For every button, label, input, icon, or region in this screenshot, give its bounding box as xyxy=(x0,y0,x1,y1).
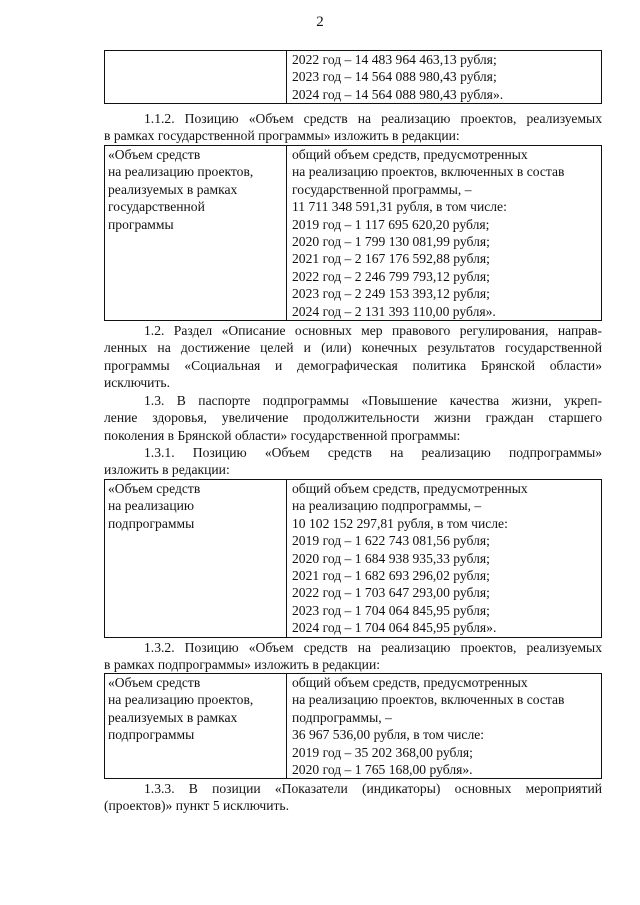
table-1-left-cell: «Объем средств на реализацию проектов, реализуемых в рамках государственной программы xyxy=(105,146,287,321)
paragraph-1-2: 1.2. Раздел «Описание основных мер правового регулирования, направ- ленных на достижение целей и (или) конечных результатов государственной программы «Социальная и демографическая политика Брянской области» исключить. xyxy=(104,323,602,391)
paragraph-1-3-3: 1.3.3. В позиции «Показатели (индикаторы) основных мероприятий (проектов)» пункт 5 исключить. xyxy=(104,781,602,814)
table-1-right-cell: общий объем средств, предусмотренных на реализацию проектов, включенных в состав государственной программы, – 11 711 348 591,31 рубля, в том числе: 2019 год – 1 117 695 620,20 рубля; 2020 год – 1 799 130 081,99 рубля; 2021 год – 2 167 176 592,88 рубля; 2022 год – 2 246 799 793,12 рубля; 2023 год – 2 249 153 393,12 рубля; 2024 год – 2 131 393 110,00 рубля». xyxy=(287,146,602,321)
table-1-3-2 xyxy=(104,673,602,779)
table-3-right-cell: общий объем средств, предусмотренных на реализацию проектов, включенных в состав подпрограммы, – 36 967 536,00 рубля, в том числе: 2019 год – 35 202 368,00 рубля; 2020 год – 1 765 168,00 рубля». xyxy=(287,674,602,779)
paragraph-1-3: 1.3. В паспорте подпрограммы «Повышение качества жизни, укреп- ление здоровья, увеличение продолжительности жизни граждан старшего поколения в Брянской области» государственной программы: xyxy=(104,393,602,443)
table-top-continuation xyxy=(104,50,602,104)
paragraph-1-1-2: 1.1.2. Позицию «Объем средств на реализацию проектов, реализуемых в рамках государственной программы» изложить в редакции: xyxy=(104,111,602,144)
page-number: 2 xyxy=(316,14,324,30)
paragraph-1-3-2: 1.3.2. Позицию «Объем средств на реализацию проектов, реализуемых в рамках подпрограммы» изложить в редакции: xyxy=(104,640,602,673)
table-top-right-cell: 2022 год – 14 483 964 463,13 рубля; 2023 год – 14 564 088 980,43 рубля; 2024 год – 14 564 088 980,43 рубля». xyxy=(287,51,602,104)
table-2-left-cell: «Объем средств на реализацию подпрограммы xyxy=(105,480,287,638)
table-3-left-cell: «Объем средств на реализацию проектов, реализуемых в рамках подпрограммы xyxy=(105,674,287,779)
table-top-left-cell xyxy=(105,51,287,104)
paragraph-1-3-1: 1.3.1. Позицию «Объем средств на реализацию подпрограммы» изложить в редакции: xyxy=(104,445,602,478)
table-2-right-cell: общий объем средств, предусмотренных на реализацию подпрограммы, – 10 102 152 297,81 рубля, в том числе: 2019 год – 1 622 743 081,56 рубля; 2020 год – 1 684 938 935,33 рубля; 2021 год – 1 682 693 296,02 рубля; 2022 год – 1 703 647 293,00 рубля; 2023 год – 1 704 064 845,95 рубля; 2024 год – 1 704 064 845,95 рубля». xyxy=(287,480,602,638)
table-1-3-1 xyxy=(104,479,602,638)
table-1-1-2 xyxy=(104,145,602,321)
